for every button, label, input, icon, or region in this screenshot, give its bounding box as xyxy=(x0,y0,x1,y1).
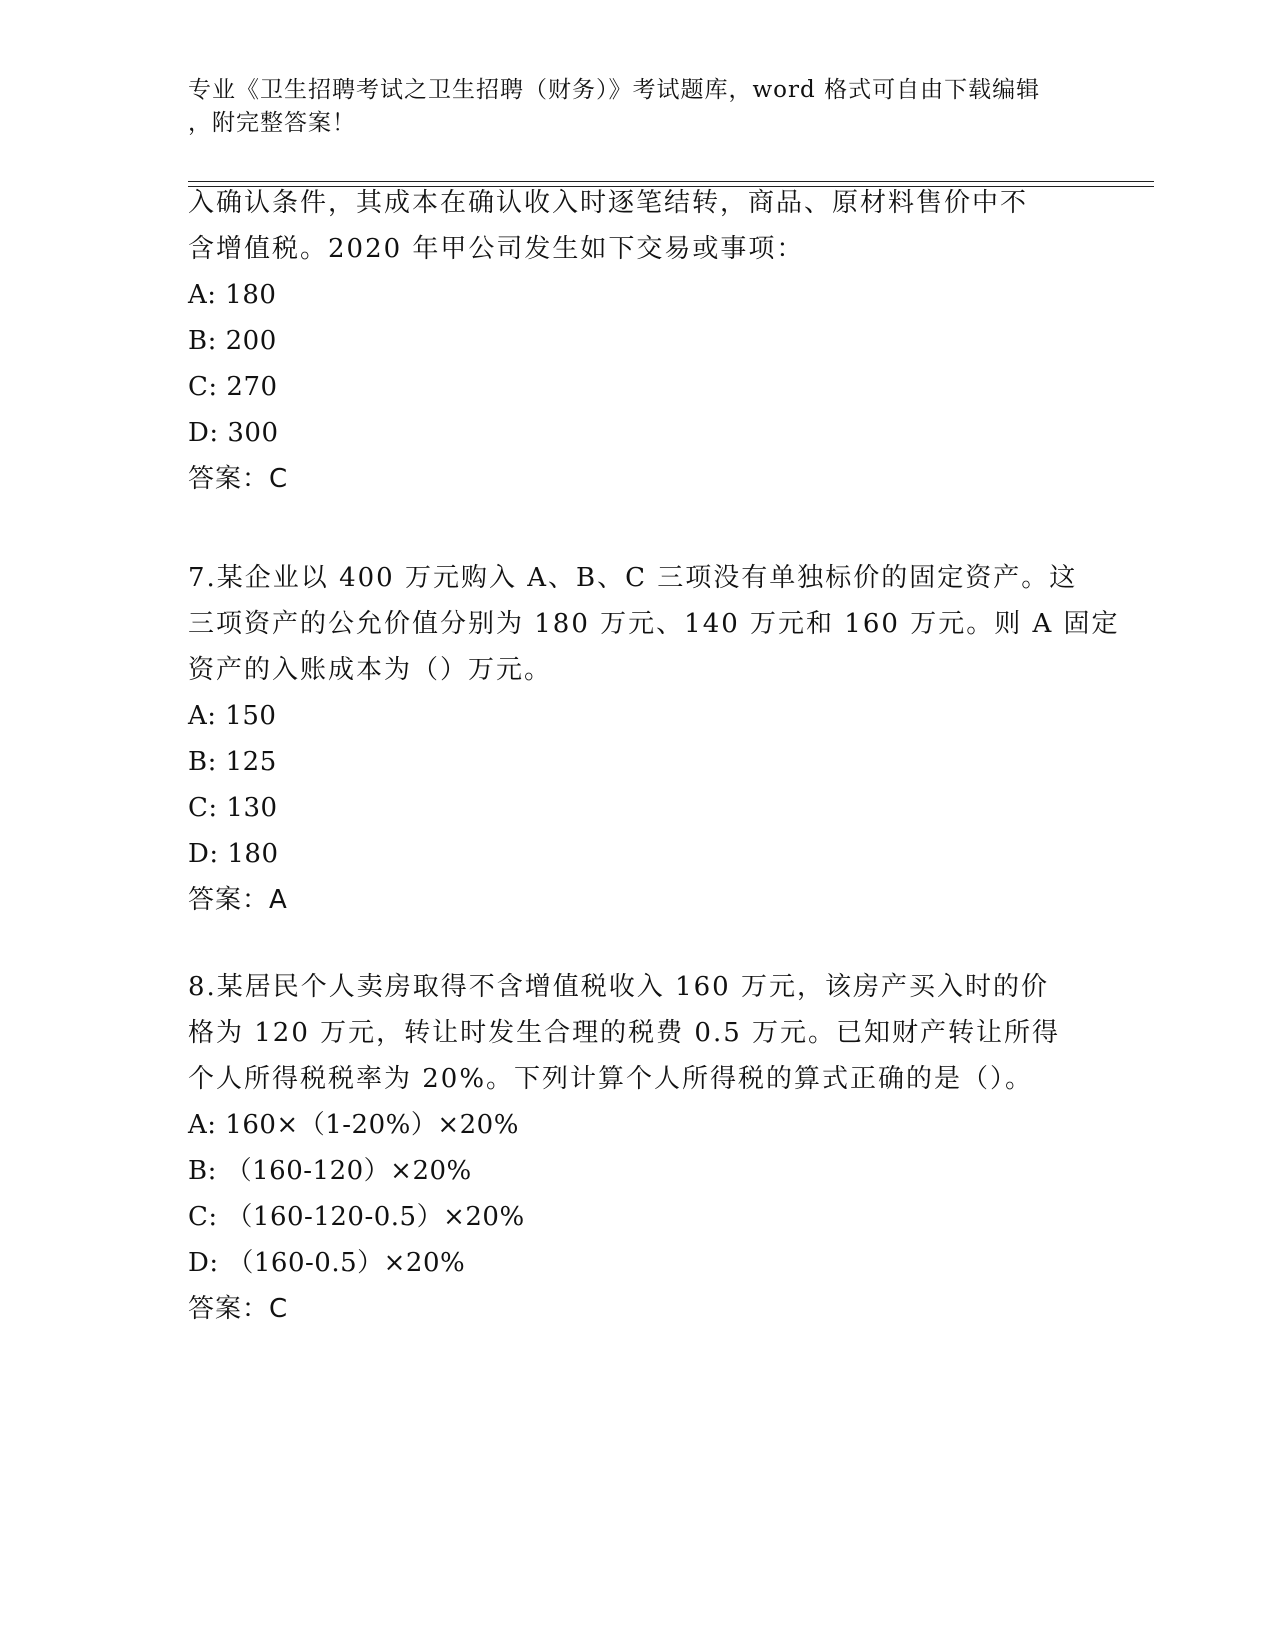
option-a: A: 150 xyxy=(188,701,277,731)
question-text-line: 7.某企业以 400 万元购入 A、B、C 三项没有单独标价的固定资产。这 xyxy=(188,563,1078,593)
option-a: A: 160×（1-20%）×20% xyxy=(188,1110,519,1140)
question-7 xyxy=(188,555,1120,923)
question-text-line: 8.某居民个人卖房取得不含增值税收入 160 万元，该房产买入时的价 xyxy=(188,972,1049,1002)
question-text-line: 三项资产的公允价值分别为 180 万元、140 万元和 160 万元。则 A 固定 xyxy=(188,609,1120,639)
question-text-line: 入确认条件，其成本在确认收入时逐笔结转，商品、原材料售价中不 xyxy=(188,188,1029,218)
question-8 xyxy=(188,964,1060,1332)
option-c: C: （160-120-0.5）×20% xyxy=(188,1202,525,1232)
question-text-line: 资产的入账成本为（）万元。 xyxy=(188,655,553,685)
document-header xyxy=(188,74,1068,140)
answer-line: 答案：A xyxy=(188,885,288,915)
option-b: B: （160-120）×20% xyxy=(188,1156,472,1186)
header-title-line-2: ，附完整答案！ xyxy=(188,110,356,136)
option-b: B: 125 xyxy=(188,747,277,777)
option-d: D: 180 xyxy=(188,839,279,869)
option-d: D: （160-0.5）×20% xyxy=(188,1248,466,1278)
option-b: B: 200 xyxy=(188,326,277,356)
option-c: C: 130 xyxy=(188,793,278,823)
option-d: D: 300 xyxy=(188,418,279,448)
question-6-continuation xyxy=(188,180,1028,502)
answer-line: 答案：C xyxy=(188,1294,289,1324)
answer-line: 答案：C xyxy=(188,464,289,494)
question-text-line: 个人所得税税率为 20%。下列计算个人所得税的算式正确的是（）。 xyxy=(188,1064,1034,1094)
option-a: A: 180 xyxy=(188,280,277,310)
header-title-line-1: 专业《卫生招聘考试之卫生招聘（财务）》考试题库，word 格式可自由下载编辑 xyxy=(188,77,1041,103)
question-text-line: 格为 120 万元，转让时发生合理的税费 0.5 万元。已知财产转让所得 xyxy=(188,1018,1061,1048)
question-text-line: 含增值税。2020 年甲公司发生如下交易或事项： xyxy=(188,234,805,264)
option-c: C: 270 xyxy=(188,372,278,402)
